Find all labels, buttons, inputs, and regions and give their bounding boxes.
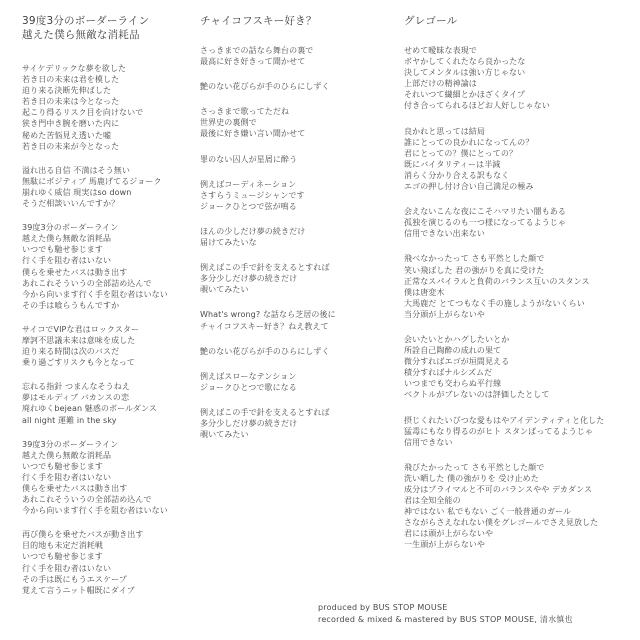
lyric-line: 行く手を阻む者はいない [22, 256, 112, 266]
lyric-stanza [200, 262, 390, 295]
lyric-stanza [22, 63, 212, 152]
lyric-line: ジョークひとつで歌になる [200, 382, 297, 392]
lyric-line: 越えた僕ら無敵な消耗品 [22, 450, 112, 460]
lyric-line: 無駄にポジティブ 馬鹿げてるジョーク [22, 176, 162, 186]
lyric-line: 摂じくれたいびつな愛もはやアイデンティティと化した [404, 415, 605, 425]
lyric-stanza [22, 439, 212, 517]
lyric-line: せめて曖昧な表現で [404, 46, 477, 55]
lyric-line: それいつて繊細とかほざくタイプ [404, 90, 526, 100]
lyric-line: 39度3分のボーダーライン [22, 223, 119, 233]
lyric-line: 君は全知全能の [404, 496, 461, 506]
lyric-line: 君にとっての？僕にとっての？ [404, 148, 518, 158]
lyric-line: 消らく分かり合える訳もなく [404, 170, 510, 180]
lyric-stanza [200, 371, 390, 393]
lyric-line: サイコでVIPな君はロックスター [22, 324, 140, 334]
lyric-stanza [404, 334, 594, 401]
lyric-line: 罪のない囚人が星屑に酔う [200, 154, 298, 164]
lyric-stanza [404, 206, 594, 239]
lyric-line: 39度3分のボーダーライン [22, 439, 119, 449]
lyric-line: 乗り過ごすリスクも今となって [22, 358, 135, 368]
lyric-line: いつでも馳せ参じます [22, 461, 103, 471]
lyric-line: 忘れる指針 つまんなそうねえ [22, 382, 130, 392]
lyric-line: 当分頭が上がらないや [404, 309, 485, 319]
lyric-line: 既にバイタリティーは半減 [404, 159, 501, 169]
lyric-line: 僕らを乗せたバスは動き出す [22, 267, 128, 277]
song-column-1 [22, 14, 212, 609]
lyric-line: 崩れゆく威信 現実はso down [22, 187, 132, 197]
lyric-line: 行く手を阻む者はいない [22, 563, 112, 573]
lyric-line: 飛びたかったって さも平然とした顔で [404, 462, 545, 472]
lyric-stanza [22, 381, 212, 425]
lyric-line: 孤独を演じるのも一つ様になってるようじゃ [404, 218, 566, 228]
lyric-stanza [200, 346, 390, 357]
lyric-line: 所詮自己陶酔の成れの果て [404, 346, 502, 356]
credit-produced: produced by BUS STOP MOUSE [318, 603, 448, 612]
song-title-line: チャイコフスキー好き？ [200, 15, 317, 27]
lyric-line: 良かれと思っては結局 [404, 126, 485, 136]
lyric-line: 積分すればナルシズムだ [404, 368, 493, 378]
lyric-line: 僕らを乗せたバスは動き出す [22, 484, 128, 493]
lyric-line: 例えばこの手で針を支えるとすれば [200, 407, 330, 417]
song-title [200, 14, 390, 28]
lyric-stanza [200, 81, 390, 92]
lyric-line: さっきまでの話なら舞台の裏で [200, 46, 314, 55]
lyric-stanza [22, 529, 212, 596]
lyric-stanza [404, 415, 605, 448]
lyric-line: 飛べなかったって さも平然とした顔で [404, 254, 545, 264]
lyric-line: ボヤかしてくれたなら良かったな [404, 57, 526, 67]
lyric-line: そうだ相談いいんですか？ [22, 199, 120, 209]
lyric-line: 秘めた苦悩見え透いた嘘 [22, 130, 112, 140]
lyric-line: 若き日の未来が今となった [22, 141, 120, 151]
song-column-2 [200, 14, 390, 454]
lyric-line: 行く手を阻む者はいない [22, 472, 112, 482]
lyric-line: 摩訶不思議未来は意味を成した [22, 335, 136, 345]
lyric-line: 覗いてみたい [200, 430, 249, 440]
lyric-line: 再び僕らを乗せたバスが動き出す [22, 530, 144, 540]
lyric-line: 今から向います行く手を阻む者はいない [22, 506, 168, 516]
lyric-stanza [404, 462, 599, 551]
lyric-line: 大馬鹿だ とてつもなく手の施しようがないくらい [404, 298, 585, 308]
lyric-line: ジョークひとつで弦が鳴る [200, 201, 297, 211]
song-title-line: グレゴール [404, 15, 458, 27]
lyric-line: 神ではない 私でもない ごく一般普通のガール [404, 507, 572, 517]
lyric-line: 世界史の裏側で [200, 118, 257, 128]
lyric-line: 例えばスローなテンション [200, 371, 297, 381]
lyric-line: 成分はプライマルと不可のバランスやや デカダンス [404, 485, 593, 494]
lyric-line: 誰にとっての良かれになってんの？ [404, 137, 534, 147]
lyric-stanza [200, 226, 390, 248]
lyric-line: 夢はモルディブ バカンスの恋 [22, 393, 130, 403]
song-title-line: 39度3分のボーダーライン [22, 15, 150, 27]
lyric-line: 微分すればエゴが垣間見える [404, 357, 510, 367]
song-title [22, 14, 212, 42]
lyric-line: 若き日の未来は今となった [22, 97, 120, 107]
lyric-line: ほんの少しだけ夢の続きだけ [200, 226, 306, 236]
lyric-line: 溢れ出る自信 不満はそう無い [22, 165, 130, 175]
lyric-line: 会いたいとかハグしたいとか [404, 334, 510, 344]
lyric-stanza [404, 126, 594, 193]
lyric-line: さっきまで歌ってただね [200, 107, 290, 117]
lyric-line: 笑い飛ばした 君の強がりを真に受けた [404, 265, 545, 275]
lyric-line: 最後に好き嫌い言い聞かせて [200, 129, 306, 139]
lyric-line: What's wrong? な話なら芝居の後に [200, 310, 336, 320]
lyric-line: あれこれそういうの全部詰め込んで [22, 278, 152, 288]
lyric-stanza [200, 407, 390, 440]
lyric-line: エゴの押し付け合い自己満足の極み [404, 182, 534, 192]
lyric-line: 多分少しだけ夢の続きだけ [200, 418, 298, 428]
lyric-line: 若き日の未来は君を模した [22, 75, 120, 85]
lyric-line: 信用できない出来ない [404, 229, 485, 239]
lyric-stanza [200, 106, 390, 139]
song-title-line: 越えた僕ら無敵な消耗品 [22, 29, 140, 41]
lyric-line: 一生頭が上がらないや [404, 540, 485, 550]
lyric-line: 今から向います行く手を阻む者はいない [22, 289, 168, 299]
lyric-line: 覗いてみたい [200, 285, 249, 295]
lyric-line: 多分少しだけ夢の続きだけ [200, 274, 298, 284]
song-column-3 [404, 14, 605, 565]
lyric-line: all night 運難 in the sky [22, 415, 117, 425]
lyric-stanza [200, 309, 390, 331]
lyric-line: 付き合ってられるほどお人好しじゃない [404, 101, 550, 111]
lyric-line: 最高に好き好きって聞かせて [200, 57, 306, 67]
lyric-line: さすらうミュージシャンです [200, 190, 305, 200]
lyric-line: 僕は唐変木 [404, 287, 445, 297]
lyric-line: いつでも馳せ参じます [22, 552, 103, 562]
lyric-line: 猛毒にもなり得るのがヒト スタンぱってるようじゃ [404, 426, 593, 436]
lyric-line: いつまでも交わらぬ平行線 [404, 379, 502, 389]
lyric-stanza [404, 45, 594, 112]
lyric-stanza [404, 253, 594, 320]
lyric-line: ベクトルがブレないのは評価したとして [404, 390, 550, 400]
lyric-stanza [200, 45, 390, 67]
lyric-stanza [22, 165, 212, 209]
lyric-line: その手は喰らうもんですか [22, 300, 120, 310]
lyric-line: 艶のない花びらが手のひらにしずく [200, 82, 330, 92]
lyric-line: 迫り来る決断先伸ばした [22, 86, 112, 96]
credit-recorded: recorded & mixed & mastered by BUS STOP MOUSE, 清水慎也 [318, 615, 573, 624]
lyric-line: 君には頭が上がらないや [404, 529, 494, 539]
lyric-line: 廃れゆくbejean 魅惑のボールダンス [22, 404, 158, 414]
lyric-line: その手は既にもうエスケープ [22, 574, 127, 584]
lyric-line: 起こり得るリスク目を向けないで [22, 108, 144, 118]
lyric-line: 例えばコーディネーション [200, 179, 297, 189]
lyric-line: いつでも馳せ参じます [22, 245, 103, 255]
lyric-line: 決してメンタルは強い方じゃない [404, 68, 526, 78]
lyric-line: 覚えて言うニット帽既にダイブ [22, 585, 135, 595]
lyric-line: さながらさえなれない僕をグレゴールでさえ見放した [404, 518, 599, 528]
lyric-line: 目的地も未定だ消耗戦 [22, 541, 103, 551]
lyric-line: 会えないこんな夜にこそハマリたい闇もある [404, 207, 566, 217]
lyric-line: 越えた僕ら無敵な消耗品 [22, 234, 112, 244]
lyric-line: あれこれそういうの全部詰め込んで [22, 495, 152, 505]
lyric-line: 例えばこの手で針を支えるとすれば [200, 263, 330, 273]
lyric-stanza [22, 222, 212, 311]
lyric-line: 信用できない [404, 437, 453, 447]
lyric-line: 迫り来る時間は次のバスだ [22, 347, 120, 357]
lyric-stanza [200, 154, 390, 165]
lyric-stanza [22, 324, 212, 368]
lyric-line: 艶のない花びらが手のひらにしずく [200, 346, 330, 356]
lyric-line: サイケデリックな夢を欲した [22, 64, 127, 73]
credits [318, 602, 573, 626]
lyric-line: 洗い晒した 僕の強がりを 受け止めた [404, 473, 539, 483]
lyric-line: 届けてみたいな [200, 238, 257, 248]
lyric-line: 正常なスパイラルと負荷のバランス互いのスタンス [404, 276, 590, 286]
song-title [404, 14, 594, 28]
lyric-line: チャイコフスキー好き？ねえ教えて [200, 321, 329, 331]
lyric-line: 狭き門中き腕を磨いた内に [22, 119, 120, 129]
lyric-stanza [200, 179, 390, 212]
lyric-line: 上部だけの精神論は [404, 79, 477, 89]
